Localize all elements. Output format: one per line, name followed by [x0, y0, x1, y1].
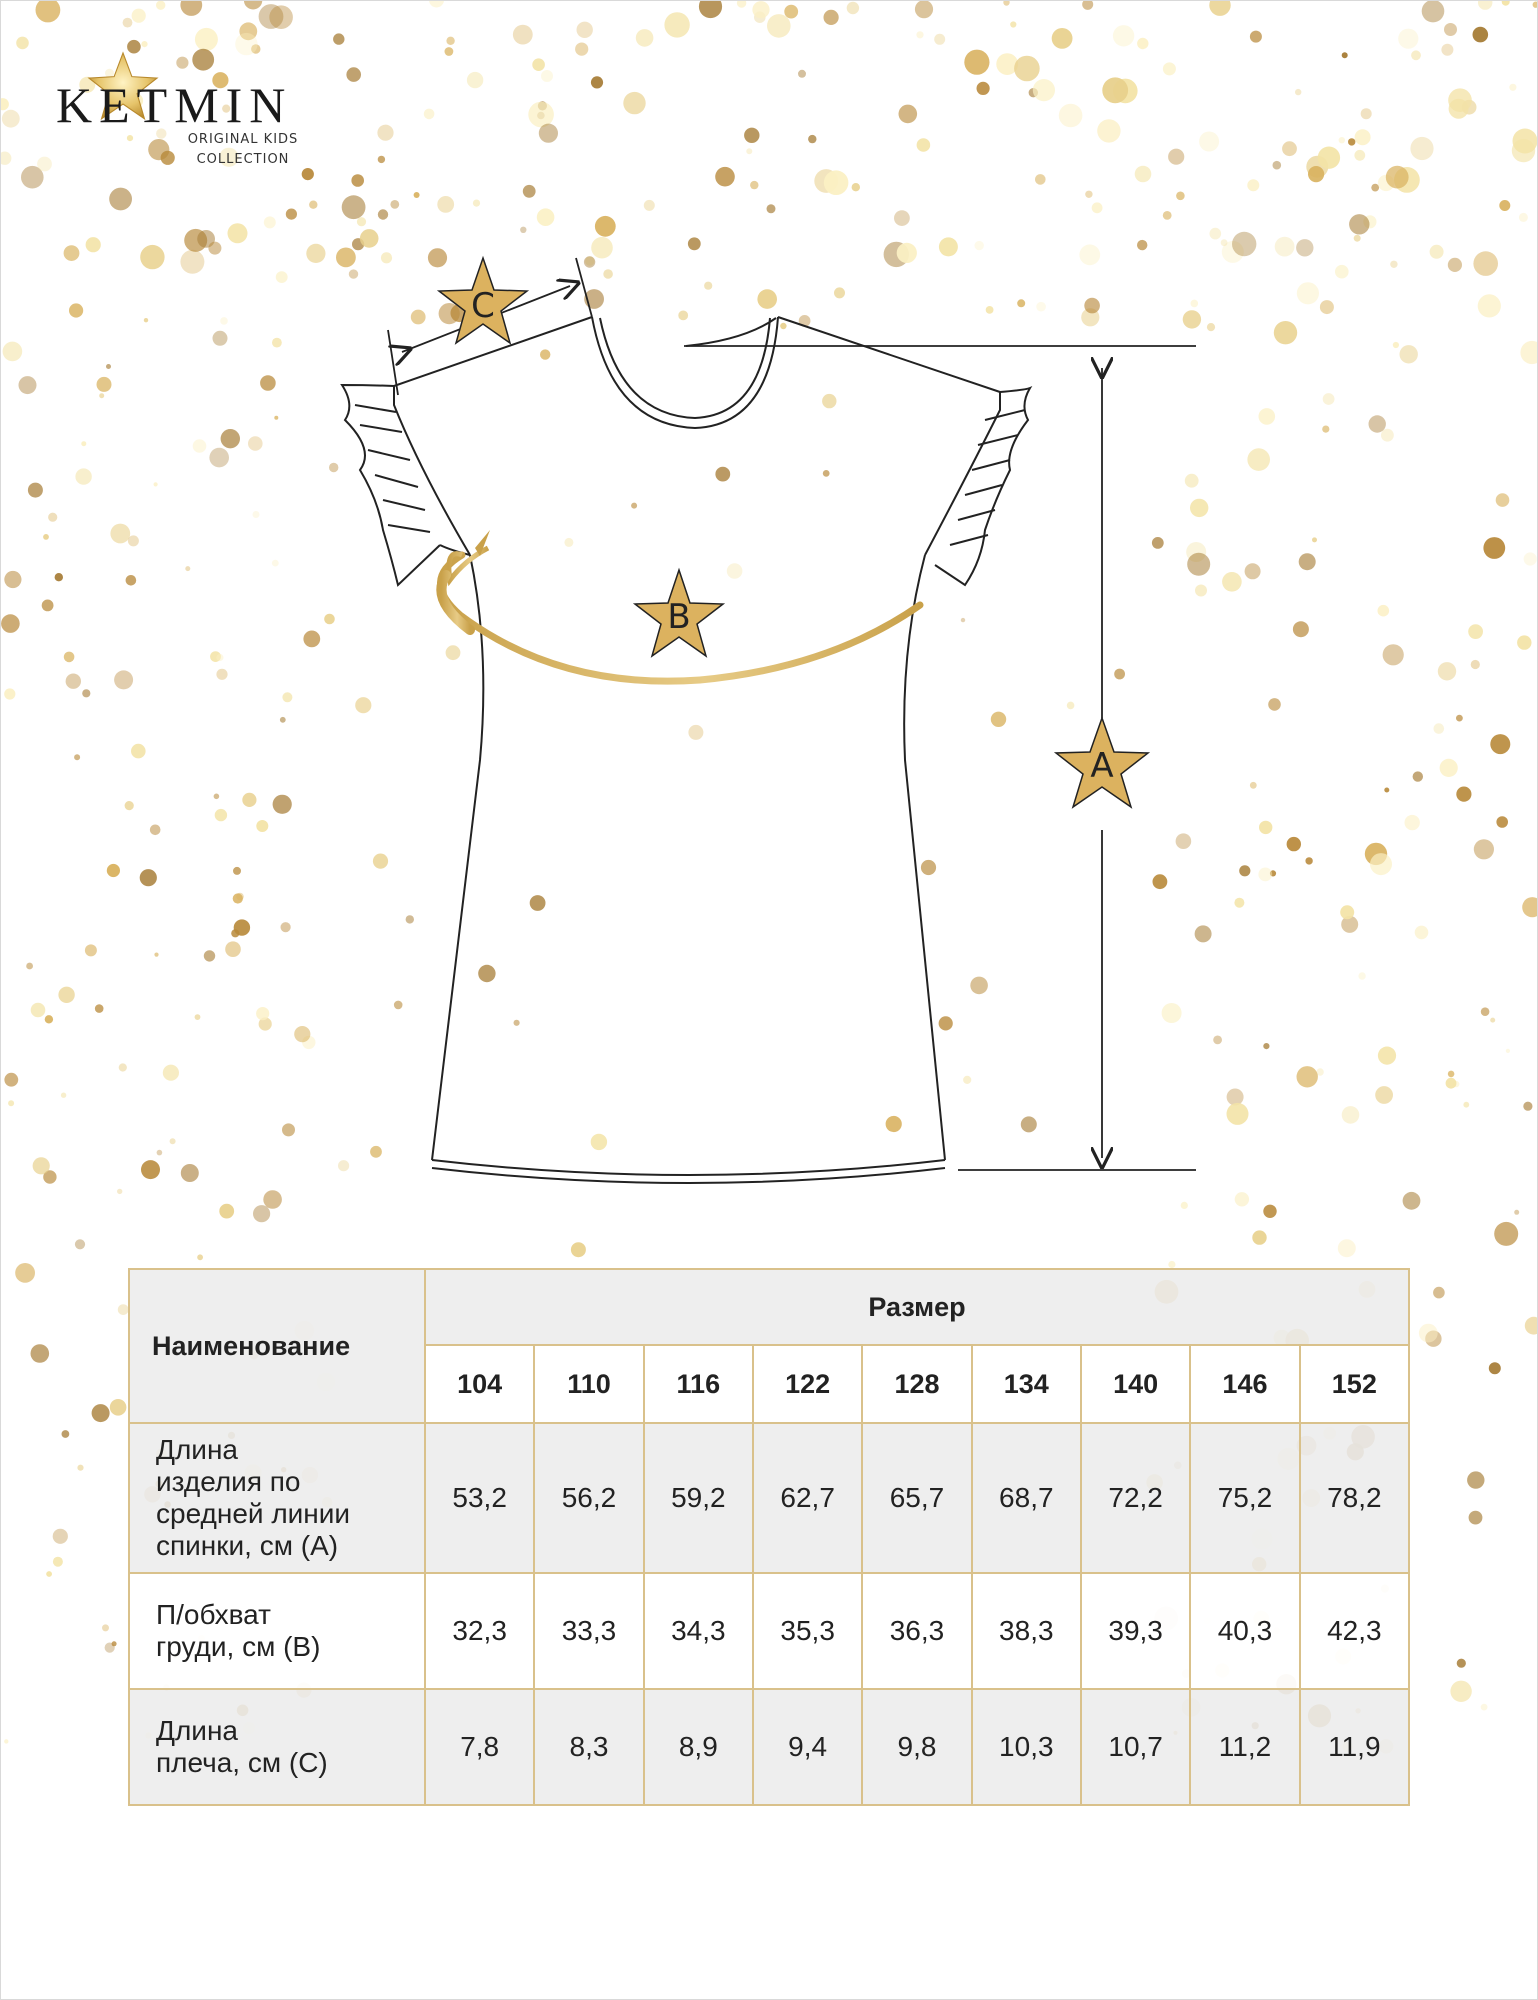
value-cell: 9,4 — [753, 1689, 862, 1805]
value-cell: 59,2 — [644, 1423, 753, 1573]
row-label-line: плеча, см (С) — [156, 1747, 328, 1778]
brand-tagline-line1: ORIGINAL KIDS — [187, 132, 299, 147]
size-cell: 122 — [753, 1345, 862, 1423]
row-label-length — [129, 1423, 425, 1573]
star-a-icon — [1056, 718, 1148, 807]
star-a-label: A — [1090, 746, 1114, 786]
value-cell: 8,9 — [644, 1689, 753, 1805]
star-b-label: B — [667, 597, 691, 637]
value-cell: 62,7 — [753, 1423, 862, 1573]
value-cell: 8,3 — [534, 1689, 643, 1805]
size-cell: 152 — [1300, 1345, 1409, 1423]
size-cell: 104 — [425, 1345, 534, 1423]
table-header-row — [129, 1269, 1409, 1345]
size-chart-table — [128, 1268, 1410, 1806]
left-ruffle-sleeve — [342, 385, 440, 585]
row-label-line: спинки, см (А) — [156, 1530, 339, 1561]
row-label-line: П/обхват — [156, 1599, 271, 1630]
row-label-line: средней линии — [156, 1498, 351, 1529]
name-column-header: Наименование — [129, 1269, 425, 1423]
size-cell: 110 — [534, 1345, 643, 1423]
value-cell: 36,3 — [862, 1573, 971, 1689]
row-label-line: Длина — [156, 1434, 238, 1465]
row-label-line: Длина — [156, 1715, 238, 1746]
value-cell: 78,2 — [1300, 1423, 1409, 1573]
size-cell: 134 — [972, 1345, 1081, 1423]
value-cell: 42,3 — [1300, 1573, 1409, 1689]
value-cell: 34,3 — [644, 1573, 753, 1689]
right-ruffle-sleeve — [935, 388, 1030, 585]
value-cell: 10,7 — [1081, 1689, 1190, 1805]
brand-tagline-line2: COLLECTION — [196, 152, 290, 167]
value-cell: 53,2 — [425, 1423, 534, 1573]
brand-name: KETMIN — [56, 77, 293, 133]
value-cell: 33,3 — [534, 1573, 643, 1689]
value-cell: 7,8 — [425, 1689, 534, 1805]
value-cell: 68,7 — [972, 1423, 1081, 1573]
value-cell: 40,3 — [1190, 1573, 1299, 1689]
value-cell: 10,3 — [972, 1689, 1081, 1805]
size-cell: 128 — [862, 1345, 971, 1423]
star-c-icon — [439, 258, 527, 343]
star-c-label: C — [471, 286, 495, 326]
table-row-chest — [129, 1573, 1409, 1689]
table-row-shoulder — [129, 1689, 1409, 1805]
value-cell: 39,3 — [1081, 1573, 1190, 1689]
value-cell: 35,3 — [753, 1573, 862, 1689]
size-cell: 146 — [1190, 1345, 1299, 1423]
star-b-icon — [635, 570, 723, 656]
row-label-chest — [129, 1573, 425, 1689]
value-cell: 72,2 — [1081, 1423, 1190, 1573]
size-column-header: Размер — [425, 1269, 1409, 1345]
dress-outline — [394, 317, 1000, 1183]
size-cell: 140 — [1081, 1345, 1190, 1423]
value-cell: 56,2 — [534, 1423, 643, 1573]
value-cell: 65,7 — [862, 1423, 971, 1573]
row-label-line: груди, см (В) — [156, 1631, 321, 1662]
value-cell: 9,8 — [862, 1689, 971, 1805]
row-label-line: изделия по — [156, 1466, 301, 1497]
row-label-shoulder — [129, 1689, 425, 1805]
value-cell: 11,9 — [1300, 1689, 1409, 1805]
value-cell: 75,2 — [1190, 1423, 1299, 1573]
value-cell: 32,3 — [425, 1573, 534, 1689]
value-cell: 11,2 — [1190, 1689, 1299, 1805]
table-row-length — [129, 1423, 1409, 1573]
value-cell: 38,3 — [972, 1573, 1081, 1689]
size-cell: 116 — [644, 1345, 753, 1423]
